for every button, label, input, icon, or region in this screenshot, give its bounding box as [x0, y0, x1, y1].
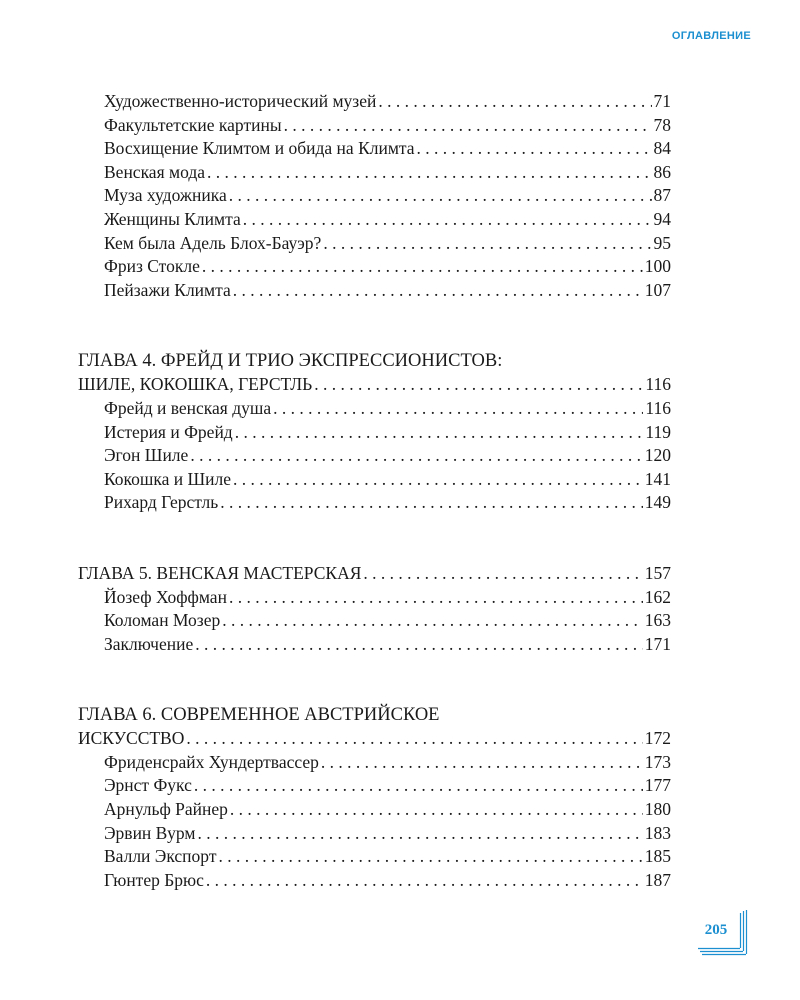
toc-entry[interactable]: [78, 137, 671, 161]
chapter-title-line: ГЛАВА 5. ВЕНСКАЯ МАСТЕРСКАЯ: [78, 562, 362, 583]
toc-entry-title: Художественно-исторический музей: [104, 91, 377, 111]
toc-entry[interactable]: [78, 491, 671, 515]
toc-entry-page: 95: [653, 232, 671, 253]
dot-leader: [220, 491, 643, 515]
toc-entry-title: Фриденсрайх Хундертвассер: [104, 751, 319, 772]
chapter-title-row[interactable]: [78, 727, 671, 751]
toc-entry[interactable]: [78, 586, 671, 610]
toc-entry[interactable]: [78, 397, 671, 421]
toc-entry-page: 180: [644, 799, 671, 820]
toc-entry-title: Фрейд и венская душа: [104, 397, 272, 418]
dot-leader: [284, 114, 652, 138]
toc-entry-page: 119: [645, 421, 671, 442]
toc-entry-title: Восхищение Климтом и обида на Климта: [104, 138, 415, 159]
toc-entry[interactable]: [78, 114, 671, 138]
chapter6-section: [78, 703, 671, 892]
chapter-title-line: ИСКУССТВО: [78, 728, 185, 749]
toc-entry-title: Эрнст Фукс: [104, 775, 192, 796]
toc-entry[interactable]: [78, 444, 671, 468]
chapter-title-row[interactable]: [78, 373, 671, 397]
dot-leader: [321, 751, 643, 775]
toc-entry[interactable]: [78, 845, 671, 869]
toc-entry-page: 177: [644, 775, 671, 796]
toc-entry-title: Йозеф Хоффман: [104, 586, 227, 607]
dot-leader: [314, 373, 643, 397]
page-number-box: [694, 910, 750, 956]
toc-entry-page: 171: [644, 633, 671, 654]
toc-entry-title: Муза художника: [104, 185, 227, 206]
toc-entry-page: 149: [644, 492, 671, 513]
section-gap: [78, 656, 671, 703]
toc-entry-page: 116: [645, 397, 671, 418]
toc-entry[interactable]: [78, 232, 671, 256]
toc-entry[interactable]: [78, 161, 671, 185]
chapter-title-row[interactable]: [78, 562, 671, 586]
toc-entry-title: Женщины Климта: [104, 208, 241, 229]
dot-leader: [235, 421, 644, 445]
toc-entry-page: 187: [644, 869, 671, 890]
chapter-title-line[interactable]: ГЛАВА 4. ФРЕЙД И ТРИО ЭКСПРЕССИОНИСТОВ:: [78, 351, 503, 372]
toc-entry[interactable]: [78, 822, 671, 846]
dot-leader: [202, 255, 643, 279]
dot-leader: [229, 184, 652, 208]
toc-entry[interactable]: [78, 468, 671, 492]
toc-entry-title: Пейзажи Климта: [104, 279, 231, 300]
table-of-contents: [78, 90, 671, 892]
dot-leader: [186, 727, 642, 751]
dot-leader: [273, 397, 643, 421]
chapter-page: 157: [644, 562, 671, 583]
toc-entry-page: 107: [644, 279, 671, 300]
toc-entry-page: 78: [653, 114, 671, 135]
dot-leader: [195, 633, 643, 657]
toc-entry[interactable]: [78, 90, 671, 114]
toc-entry[interactable]: [78, 184, 671, 208]
toc-entry-title: Эрвин Вурм: [104, 822, 196, 843]
running-head: ОГЛАВЛЕНИЕ: [671, 30, 751, 42]
toc-entry-title: Заключение: [104, 633, 194, 654]
toc-entry-page: 87: [653, 185, 671, 206]
section-gap: [78, 515, 671, 562]
toc-entry[interactable]: [78, 798, 671, 822]
toc-entry-page: 71: [653, 91, 671, 111]
chapter-page: 116: [645, 374, 671, 395]
dot-leader: [207, 161, 652, 185]
dot-leader: [218, 845, 642, 869]
toc-entry-page: 86: [653, 161, 671, 182]
toc-entry-page: 141: [644, 468, 671, 489]
dot-leader: [197, 822, 642, 846]
toc-entry-page: 120: [644, 445, 671, 466]
toc-entry[interactable]: [78, 633, 671, 657]
toc-entry[interactable]: [78, 208, 671, 232]
toc-entry-title: Факультетские картины: [104, 114, 282, 135]
toc-entry-page: 173: [644, 751, 671, 772]
toc-entry[interactable]: [78, 774, 671, 798]
toc-entry-title: Валли Экспорт: [104, 846, 217, 867]
dot-leader: [243, 208, 652, 232]
chapter5-section: [78, 562, 671, 656]
toc-entry-page: 100: [644, 256, 671, 277]
toc-entry-title: Кокошка и Шиле: [104, 468, 232, 489]
dot-leader: [194, 774, 643, 798]
toc-entry-page: 94: [653, 208, 671, 229]
toc-entry[interactable]: [78, 609, 671, 633]
toc-entry-title: Фриз Стокле: [104, 256, 200, 277]
dot-leader: [230, 798, 643, 822]
dot-leader: [323, 232, 651, 256]
toc-entry-title: Венская мода: [104, 161, 205, 182]
toc-entry-page: 84: [653, 138, 671, 159]
toc-entry-page: 183: [644, 822, 671, 843]
toc-entry-page: 162: [644, 586, 671, 607]
dot-leader: [233, 279, 643, 303]
toc-entry[interactable]: [78, 255, 671, 279]
toc-entry[interactable]: [78, 751, 671, 775]
chapter3-entries: [78, 90, 671, 302]
toc-entry-title: Рихард Герстль: [104, 492, 219, 513]
dot-leader: [417, 137, 652, 161]
chapter-title-line: ШИЛЕ, КОКОШКА, ГЕРСТЛЬ: [78, 374, 313, 395]
dot-leader: [206, 869, 643, 893]
toc-entry-title: Гюнтер Брюс: [104, 869, 204, 890]
page-number: 205: [704, 922, 728, 938]
toc-entry-title: Коломан Мозер: [104, 610, 221, 631]
toc-entry-title: Арнульф Райнер: [104, 799, 228, 820]
toc-entry-page: 185: [644, 846, 671, 867]
dot-leader: [229, 586, 643, 610]
toc-entry-page: 163: [644, 610, 671, 631]
toc-entry[interactable]: [78, 869, 671, 893]
chapter4-section: [78, 349, 671, 515]
dot-leader: [363, 562, 642, 586]
toc-entry-title: Истерия и Фрейд: [104, 421, 233, 442]
dot-leader: [233, 468, 643, 492]
dot-leader: [190, 444, 642, 468]
toc-entry[interactable]: [78, 421, 671, 445]
toc-entry-title: Эгон Шиле: [104, 445, 189, 466]
section-gap: [78, 302, 671, 349]
toc-entry-title: Кем была Адель Блох-Бауэр?: [104, 232, 322, 253]
dot-leader: [222, 609, 643, 633]
dot-leader: [378, 90, 651, 114]
toc-entry[interactable]: [78, 279, 671, 303]
chapter-page: 172: [644, 728, 671, 749]
chapter-title-line[interactable]: ГЛАВА 6. СОВРЕМЕННОЕ АВСТРИЙСКОЕ: [78, 705, 440, 726]
